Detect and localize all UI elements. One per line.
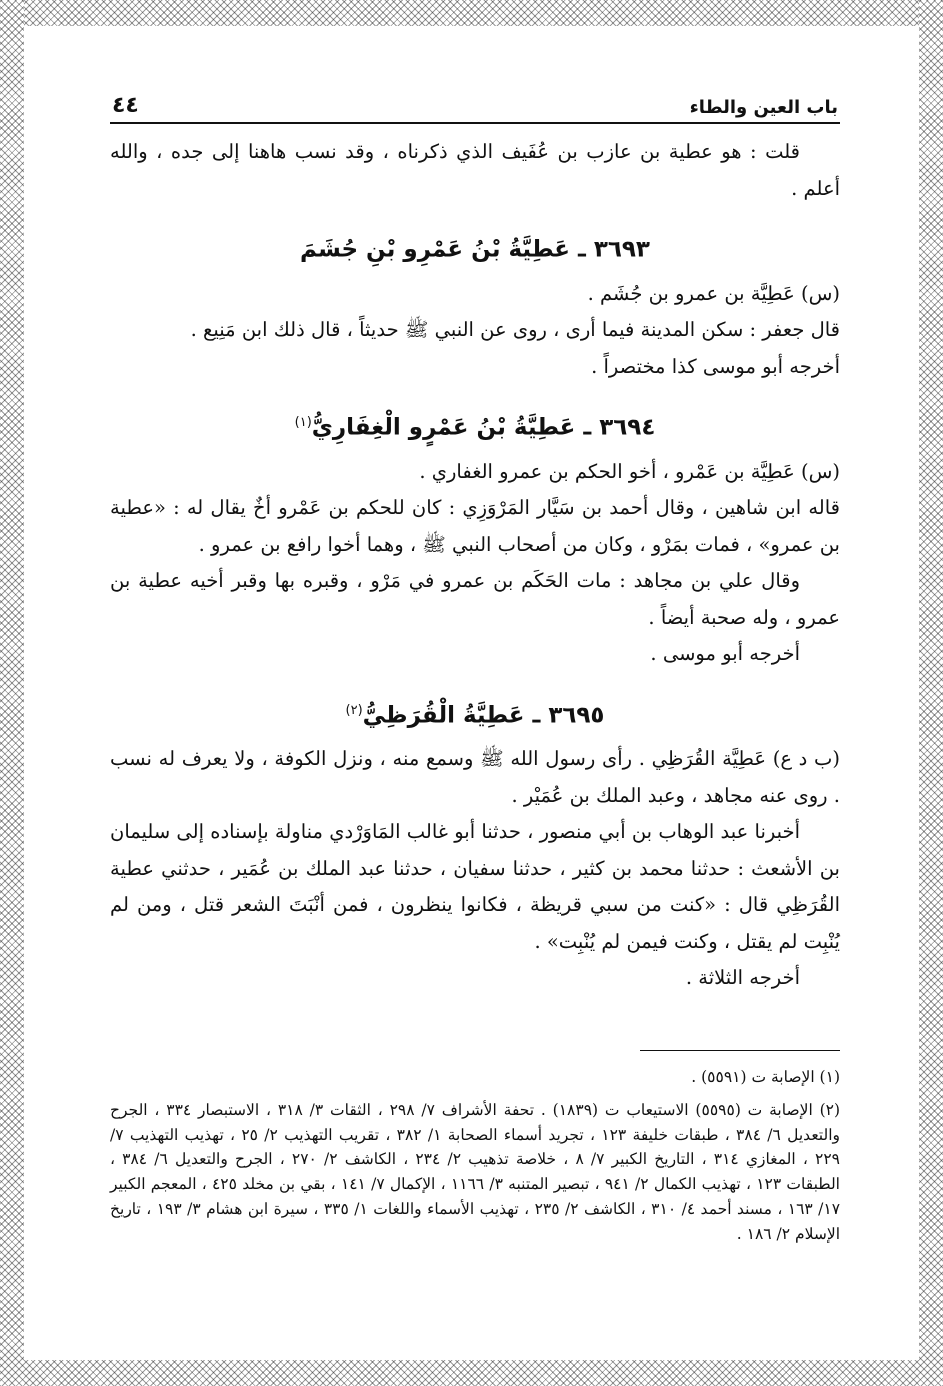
entry-paragraph: (س) عَطِيَّة بن عَمْرو ، أخو الحكم بن عمرو الغفاري . <box>419 459 840 483</box>
entry-paragraph: أخرجه أبو موسى كذا مختصراً . <box>591 354 840 378</box>
decorative-border-bottom <box>0 1360 943 1386</box>
entry-paragraph: قال جعفر : سكن المدينة فيما أرى ، روى عن النبي ﷺ حديثاً ، قال ذلك ابن مَنِيع . <box>190 318 840 342</box>
decorative-border-top <box>0 0 943 26</box>
entry-paragraph: (ب د ع) عَطِيَّة القُرَظِي . رأى رسول الله ﷺ وسمع منه ، ونزل الكوفة ، ولا يعرف له نسب . روى عنه مجاهد ، وعبد الملك بن عُمَيْر . <box>110 747 840 807</box>
footnote-ref: (٢) <box>345 702 363 718</box>
entry-title <box>110 227 840 268</box>
page-header <box>110 82 840 124</box>
entry-paragraph: أخبرنا عبد الوهاب بن أبي منصور ، حدثنا أبو غالب المَاوَرْدي مناولة بإسناده إلى سليمان بن الأشعث : حدثنا محمد بن كثير ، حدثنا سفيان ، حدثنا عبد الملك بن عُمَير ، حدثني عطية القُرَظِي قال : «كنت من سبي قريظة ، فكانوا ينظرون ، فمن أنْبَتَ الشعر قتل ، ومن لم يُنْبِت لم يقتل ، وكنت فيمن لم يُنْبِت» . <box>110 820 840 953</box>
entry-paragraph: (س) عَطِيَّة بن عمرو بن جُشَم . <box>587 281 840 305</box>
entry-title-text: ٣٦٩٤ ـ عَطِيَّةُ بْنُ عَمْرٍو الْغِفَارِيُّ <box>311 414 656 441</box>
entry-3694 <box>110 405 840 673</box>
main-text <box>110 134 840 997</box>
entry-paragraph: قاله ابن شاهين ، وقال أحمد بن سَيَّار المَرْوَزِي : كان للحكم بن عَمْرو أخٌ يقال له : «عطية بن عمرو» ، فمات بمَرْو ، وكان من أصحاب النبي ﷺ ، وهما أخوا رافع بن عمرو . <box>110 496 840 556</box>
footnotes <box>110 1050 840 1255</box>
decorative-border-right <box>919 0 943 1386</box>
entry-title-text: ٣٦٩٥ ـ عَطِيَّةُ الْقُرَظِيُّ <box>362 702 605 729</box>
footnote-2: (٢) الإصابة ت (٥٥٩٥) الاستيعاب ت (١٨٣٩) . تحفة الأشراف ٧/ ٢٩٨ ، الثقات ٣/ ٣١٨ ، الاستبصار ٣٣٤ ، الجرح والتعديل ٦/ ٣٨٤ ، طبقات خليفة ١٢٣ ، تجريد أسماء الصحابة ١/ ٣٨٢ ، تقريب التهذيب ٢/ ٢٥ ، تهذيب التهذيب ٧/ ٢٢٩ ، المغازي ٣١٤ ، التاريخ الكبير ٧/ ٨ ، خلاصة تذهيب ٢/ ٢٣٤ ، الكاشف ٢/ ٢٧٠ ، الجرح والتعديل ٦/ ٣٨٤ ، الطبقات ١٢٣ ، تهذيب الكمال ٢/ ٩٤١ ، تبصير المتنبه ٣/ ١١٦٦ ، الإكمال ٧/ ١٤١ ، بقي بن مخلد ٤٢٥ ، المعجم الكبير ١٧/ ١٦٣ ، مسند أحمد ٤/ ٣١٠ ، الكاشف ٢/ ٢٣٥ ، تهذيب الأسماء واللغات ١/ ٣٣٥ ، سيرة ابن هشام ٣/ ١٩٣ ، تاريخ الإسلام ٢/ ١٨٦ . <box>110 1100 841 1243</box>
intro-paragraph: قلت : هو عطية بن عازب بن عُفَيف الذي ذكرناه ، وقد نسب هاهنا إلى جده ، والله أعلم . <box>110 140 840 200</box>
entry-paragraph: أخرجه أبو موسى . <box>650 642 800 666</box>
entry-title-text: ٣٦٩٣ ـ عَطِيَّةُ بْنُ عَمْرِو بْنِ جُشَمَ <box>300 236 650 263</box>
entry-paragraph: وقال علي بن مجاهد : مات الحَكَم بن عمرو في مَرْو ، وقبره بها وقبر أخيه عطية بن عمرو ، وله صحبة أيضاً . <box>110 569 840 629</box>
entry-paragraph: أخرجه الثلاثة . <box>685 966 800 990</box>
page-content <box>110 82 840 997</box>
entry-3695 <box>110 693 840 997</box>
entry-title <box>110 693 840 734</box>
footnote-1: (١) الإصابة ت (٥٥٩١) . <box>691 1068 840 1086</box>
footnote-ref: (١) <box>294 415 312 431</box>
entry-title <box>110 405 840 446</box>
page-number: ٤٤ <box>112 93 139 118</box>
footnote-separator <box>640 1050 840 1051</box>
entry-3693 <box>110 227 840 385</box>
decorative-border-left <box>0 0 24 1386</box>
chapter-title: باب العين والطاء <box>689 97 838 118</box>
